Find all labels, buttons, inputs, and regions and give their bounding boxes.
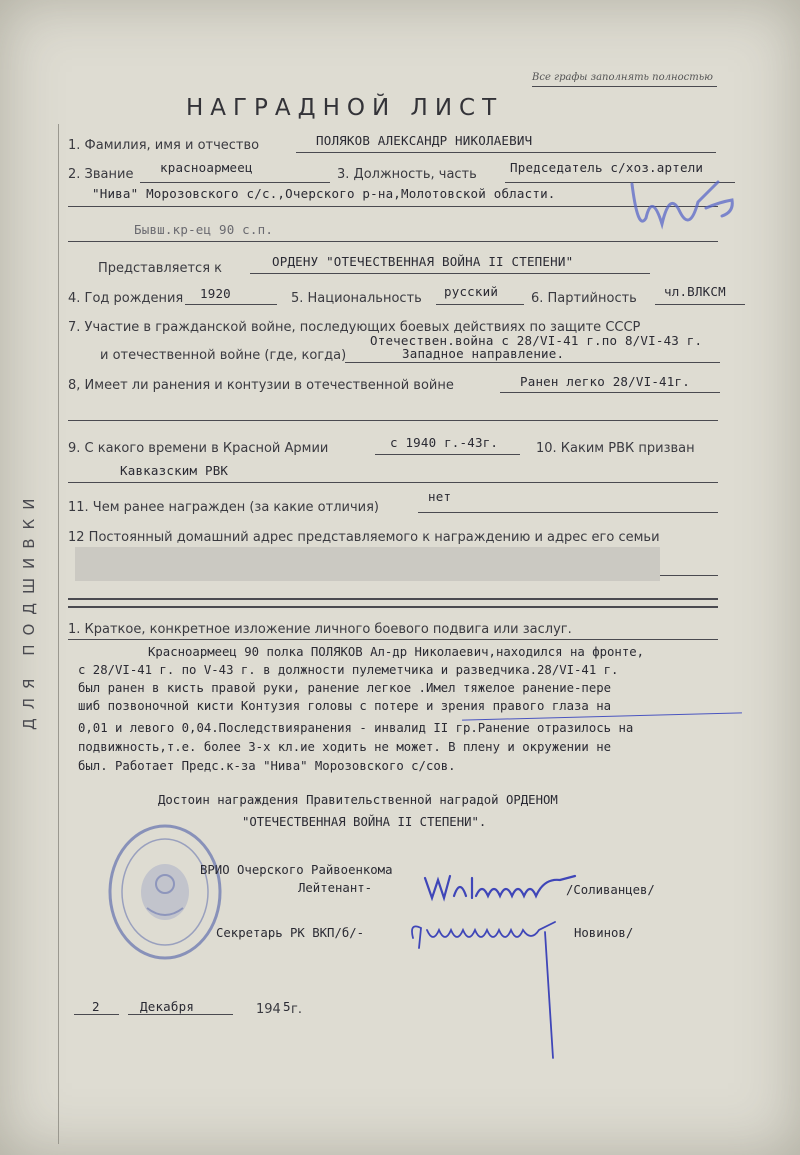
date-year-prefix: 194 [256,1002,281,1017]
summary-line-6: подвижность,т.е. более 3-х кл.ие ходить не может. В плену и окружении не [78,740,612,754]
field-12-label: 12 Постоянный домашний адрес представляемого к награждению и адрес его семьи [68,530,660,545]
field-9-value: с 1940 г.-43г. [390,435,499,450]
redacted-address-block [75,547,660,581]
field-2-value: красноармеец [160,160,253,175]
conclusion-line-1: Достоин награждения Правительственной наградой ОРДЕНОМ [158,793,558,807]
field-12-underline [660,575,718,576]
binding-margin-label: ДЛЯ ПОДШИВКИ [20,489,38,730]
summary-line-1: Красноармеец 90 полка ПОЛЯКОВ Ал-др Николаевич,находился на фронте, [148,645,645,659]
field-6-value: чл.ВЛКСМ [664,284,726,299]
field-7-label: 7. Участие в гражданской войне, последующих боевых действиях по защите СССР [68,320,641,335]
date-day-underline [74,1014,119,1015]
field-8-extra-line [68,420,718,421]
field-3-extra-underline [68,241,718,242]
field-7-value-2: Западное направление. [402,346,565,361]
signer-name-1: /Соливанцев/ [566,883,655,897]
handwritten-signature-2 [405,908,575,1068]
fill-all-fields-note: Все графы заполнять полностью [532,72,713,83]
field-3-extra: Бывш.кр-ец 90 с.п. [134,222,274,237]
note-underline [532,86,717,87]
field-10-underline [68,482,718,483]
summary-line-5: 0,01 и левого 0,04.Последствияранения - инвалид II гр.Ранение отразилось на [78,721,634,735]
field-8-underline [500,392,720,393]
field-10-value: Кавказским РВК [120,463,229,478]
section-separator-1 [68,598,718,600]
date-year-suffix: г. [291,1002,302,1017]
handwritten-signature-1 [420,868,580,908]
field-3-continuation-underline [68,206,718,207]
field-6-label: 6. Партийность [531,291,637,306]
field-8-value: Ранен легко 28/VI-41г. [520,374,690,389]
field-7-label-2: и отечественной войне (где, когда) [100,348,347,363]
field-8-label: 8, Имеет ли ранения и контузии в отечественной войне [68,378,454,393]
presented-underline [250,273,650,274]
presented-label: Представляется к [98,261,223,276]
signature-title-2: Секретарь РК ВКП/б/- [216,926,365,940]
document-title: НАГРАДНОЙ ЛИСТ [186,95,504,121]
field-2-label: 2. Звание [68,167,134,182]
field-11-underline [418,512,718,513]
field-5-label: 5. Национальность [291,291,422,306]
blue-pencil-underline [462,712,742,720]
field-11-value: нет [428,489,452,504]
field-9-underline [375,454,520,455]
field-4-value: 1920 [200,286,231,301]
field-9-label: 9. С какого времени в Красной Армии [68,441,329,456]
field-7-underline [345,362,720,363]
signature-title-1: ВРИО Очерского Райвоенкома [200,863,393,877]
summary-line-4: шиб позвоночной кисти Контузия головы с потере и зрения правого глаза на [78,699,612,713]
summary-line-7: был. Работает Предс.к-за "Нива" Морозовского с/сов. [78,759,456,773]
summary-heading-rule [68,639,718,640]
signer-name-2: Новинов/ [574,926,634,940]
conclusion-line-2: "ОТЕЧЕСТВЕННАЯ ВОЙНА II СТЕПЕНИ". [242,815,487,829]
summary-line-3: был ранен в кисть правой руки, ранение легкое .Имел тяжелое ранение-пере [78,681,612,695]
date-day: 2 [92,999,100,1014]
section-separator-2 [68,606,718,608]
date-month-underline [128,1014,233,1015]
date-year-digit: 5 [283,999,291,1014]
field-4-underline [185,304,277,305]
field-7-value: Отечествен.война с 28/VI-41 г.по 8/VI-43 г. [370,333,703,348]
field-5-underline [436,304,524,305]
date-month: Декабря [140,999,195,1014]
summary-heading: 1. Краткое, конкретное изложение личного боевого подвига или заслуг. [68,622,572,637]
field-3-value: Председатель с/хоз.артели [510,160,704,175]
handwritten-mark [628,172,738,242]
official-stamp-seal [107,822,223,962]
field-11-label: 11. Чем ранее награжден (за какие отличия) [68,500,379,515]
field-1-underline [296,152,716,153]
field-10-label: 10. Каким РВК призван [536,441,695,456]
field-2-underline [140,182,330,183]
field-3-continuation: "Нива" Морозовского с/с.,Очерского р-на,Молотовской области. [92,186,556,201]
field-1-label: 1. Фамилия, имя и отчество [68,138,260,153]
summary-line-2: с 28/VI-41 г. по V-43 г. в должности пулеметчика и разведчика.28/VI-41 г. [78,663,619,677]
presented-value: ОРДЕНУ "ОТЕЧЕСТВЕННАЯ ВОЙНА II СТЕПЕНИ" [272,254,574,269]
field-1-value: ПОЛЯКОВ АЛЕКСАНДР НИКОЛАЕВИЧ [316,133,533,148]
margin-line [58,124,59,1144]
field-6-underline [655,304,745,305]
field-4-label: 4. Год рождения [68,291,184,306]
signature-rank: Лейтенант- [298,881,373,895]
field-3-label: 3. Должность, часть [337,167,477,182]
field-5-value: русский [444,284,499,299]
